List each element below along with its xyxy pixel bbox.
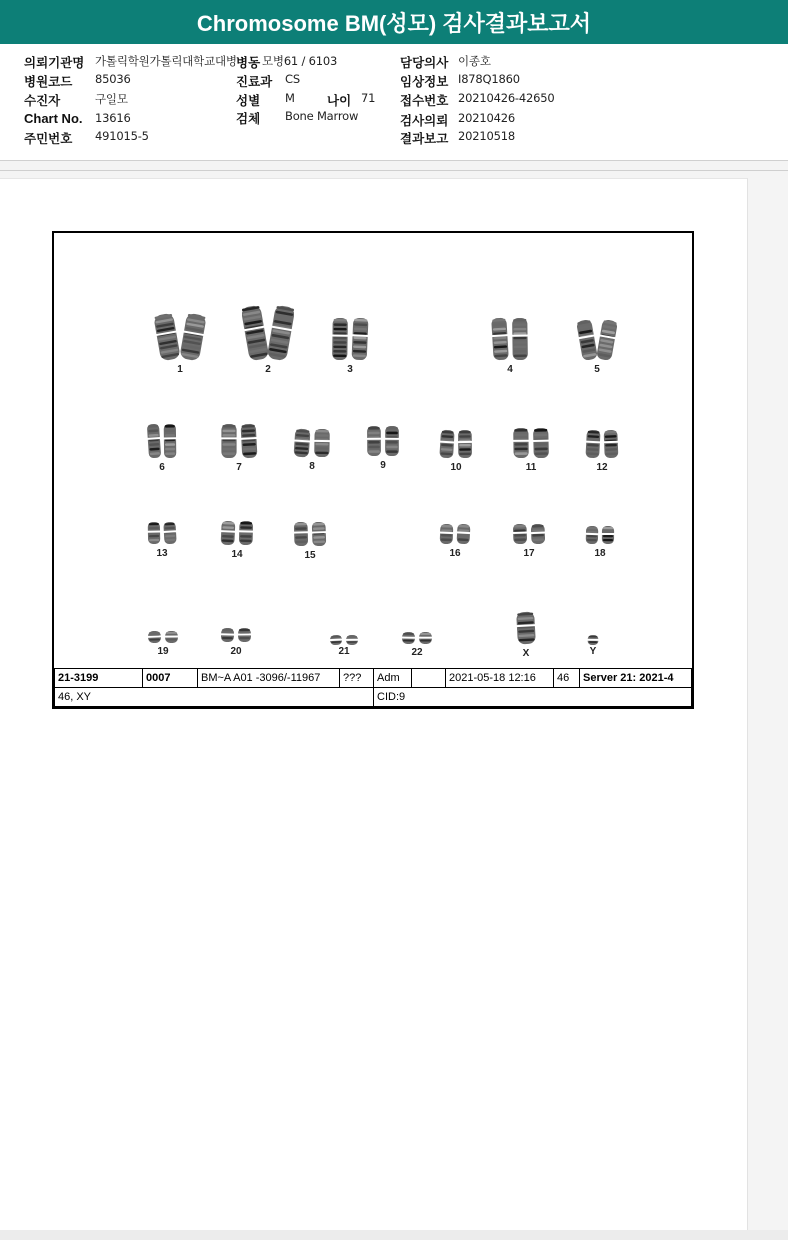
chromosome-pair-18: [584, 525, 616, 561]
chromosome-label-4: 4: [507, 364, 513, 375]
id-label: 주민번호: [24, 131, 73, 146]
age-value: 71: [361, 91, 376, 105]
chromosome-pair-17: [511, 523, 547, 561]
chromosome-image-22: [400, 631, 434, 645]
chromosome-pair-16: [438, 523, 472, 561]
ward-value: 모병61 / 6103: [262, 54, 338, 68]
chromosome-image-21: [328, 634, 360, 646]
report-sheet: [0, 178, 748, 1230]
chromosome-label-12: 12: [596, 462, 608, 473]
chromosome-label-10: 10: [450, 462, 462, 473]
chromosome-label-1: 1: [177, 364, 183, 375]
chromosome-image-14: [219, 520, 255, 546]
chromosome-label-x: X: [522, 648, 530, 659]
chromosome-pair-15: [292, 521, 328, 563]
operator: Adm: [374, 669, 412, 688]
chromosome-pair-x: [511, 611, 541, 661]
chromosome-label-14: 14: [231, 549, 243, 560]
chromosome-pair-14: [219, 520, 255, 562]
chromosome-label-9: 9: [380, 460, 386, 471]
chromosome-image-6: [146, 423, 178, 459]
chromosome-pair-4: [490, 317, 530, 377]
chromosome-image-x: [511, 611, 541, 645]
chromosome-pair-3: [330, 317, 370, 377]
chromosome-image-13: [146, 521, 178, 545]
receipt-label: 접수번호: [400, 93, 449, 108]
doctor-value: 이종호: [458, 54, 491, 68]
chromosome-label-17: 17: [523, 548, 535, 559]
institution-value: 가톨릭학원가톨릭대학교대병: [95, 54, 237, 68]
bottom-strip: [0, 1230, 788, 1240]
chromosome-label-2: 2: [265, 364, 271, 375]
chromosome-image-15: [292, 521, 328, 547]
sex-label: 성별: [236, 93, 261, 108]
chromosome-image-12: [584, 429, 620, 459]
chromosome-pair-11: [511, 427, 551, 475]
chromosome-pair-20: [219, 627, 253, 659]
chromosome-label-18: 18: [594, 548, 606, 559]
chromosome-pair-7: [219, 423, 259, 475]
dept-label: 진료과: [236, 74, 273, 89]
chromosome-label-5: 5: [594, 364, 600, 375]
capture-datetime: 2021-05-18 12:16: [446, 669, 554, 688]
specimen-label: 검체: [236, 111, 261, 126]
chromosome-image-2: [242, 305, 294, 361]
karyogram-footer: [54, 668, 692, 707]
chromosome-pair-10: [438, 429, 474, 475]
chromosome-image-11: [511, 427, 551, 459]
server-info: Server 21: 2021-4: [580, 669, 692, 688]
cell-id: BM~A A01 -3096/-11967: [198, 669, 340, 688]
chromosome-pair-9: [365, 425, 401, 473]
karyogram-panel: [52, 231, 694, 709]
chromosome-label-20: 20: [230, 646, 242, 657]
hospital-code-value: 85036: [95, 72, 131, 86]
chromosome-pair-12: [584, 429, 620, 475]
chromosome-pair-19: [146, 629, 180, 659]
institution-label: 의뢰기관명: [24, 55, 85, 70]
id-value: 491015-5: [95, 129, 149, 143]
patient-value: 구일모: [95, 92, 128, 106]
sex-value: M: [285, 91, 295, 105]
divider: [0, 170, 788, 171]
chromosome-image-10: [438, 429, 474, 459]
chromosome-pair-13: [146, 521, 178, 561]
chromosome-image-17: [511, 523, 547, 545]
patient-info-panel: [0, 44, 788, 161]
chromosome-label-22: 22: [411, 647, 423, 658]
chromosome-label-15: 15: [304, 550, 316, 561]
dept-value: CS: [285, 72, 300, 86]
chromosome-image-7: [219, 423, 259, 459]
chromosome-label-y: Y: [589, 646, 597, 657]
chromosome-image-4: [490, 317, 530, 361]
chromosome-pair-5: [577, 319, 617, 377]
chart-value: 13616: [95, 111, 131, 125]
karyotype-result: 46, XY: [55, 688, 374, 707]
clinical-label: 임상정보: [400, 74, 449, 89]
ward-label: 병동: [236, 55, 261, 70]
chromosome-image-y: [584, 634, 602, 646]
chromosome-label-11: 11: [525, 462, 537, 473]
case-number: 21-3199: [55, 669, 143, 688]
chromosome-image-5: [577, 319, 617, 361]
specimen-value: Bone Marrow: [285, 109, 359, 123]
chromosome-label-7: 7: [236, 462, 242, 473]
age-label: 나이: [327, 93, 352, 108]
chromosome-image-18: [584, 525, 616, 545]
chromosome-image-3: [330, 317, 370, 361]
report-title: Chromosome BM(성모) 검사결과보고서: [196, 10, 592, 36]
report-value: 20210518: [458, 129, 515, 143]
doctor-label: 담당의사: [400, 55, 449, 70]
request-value: 20210426: [458, 111, 515, 125]
chromosome-image-8: [292, 428, 332, 458]
slide-number: 0007: [143, 669, 198, 688]
chromosome-image-1: [154, 313, 206, 361]
chromosome-pair-y: [584, 631, 602, 659]
chromosome-pair-21: [328, 631, 360, 659]
clinical-value: I878Q1860: [458, 72, 520, 86]
chart-label: Chart No.: [24, 111, 83, 126]
chromosome-pair-2: [242, 305, 294, 377]
unknown-field: ???: [340, 669, 374, 688]
chromosome-pair-8: [292, 428, 332, 474]
blank-cell: [412, 669, 446, 688]
chromosome-label-6: 6: [159, 462, 165, 473]
chromosome-label-19: 19: [157, 646, 169, 657]
cell-cid: CID:9: [374, 688, 692, 707]
chromosome-pair-1: [154, 313, 206, 377]
chromosome-label-16: 16: [449, 548, 461, 559]
request-label: 검사의뢰: [400, 113, 449, 128]
chromosome-image-16: [438, 523, 472, 545]
chromosome-image-9: [365, 425, 401, 457]
report-title-bar: [0, 0, 788, 44]
chromosome-label-13: 13: [156, 548, 168, 559]
report-label: 결과보고: [400, 131, 449, 146]
hospital-code-label: 병원코드: [24, 74, 73, 89]
chromosome-label-21: 21: [338, 646, 350, 657]
chromosome-pair-22: [400, 630, 434, 660]
chromosome-label-8: 8: [309, 461, 315, 472]
chromosome-pair-6: [146, 423, 178, 475]
chromosome-image-19: [146, 630, 180, 644]
chromosome-image-20: [219, 627, 253, 643]
receipt-value: 20210426-42650: [458, 91, 555, 105]
chromosome-count: 46: [554, 669, 580, 688]
chromosome-label-3: 3: [347, 364, 353, 375]
patient-label: 수진자: [24, 93, 61, 108]
